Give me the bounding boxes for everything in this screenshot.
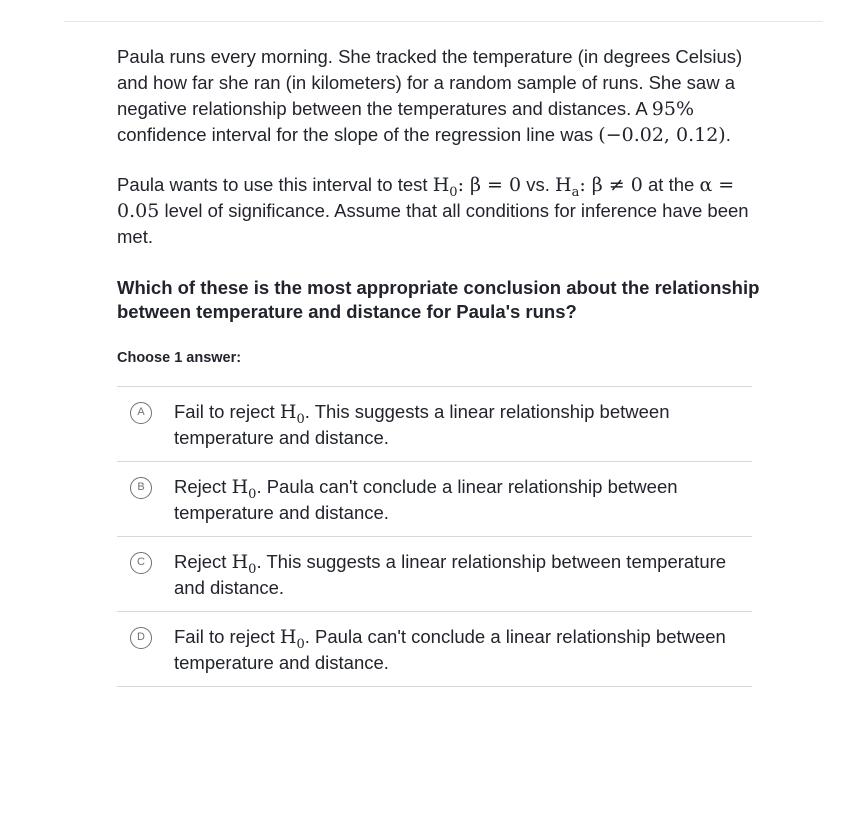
choice-c[interactable] xyxy=(117,537,752,612)
problem-paragraph-2 xyxy=(117,172,777,250)
choice-a-text: Fail to reject $H_0$. This suggests a linear relationship between temperature and distance. xyxy=(174,401,670,448)
choice-d[interactable] xyxy=(117,612,752,687)
exercise-content xyxy=(117,44,777,687)
p2-vs: vs. xyxy=(521,174,555,195)
choice-b-text: Reject $H_0$. Paula can't conclude a linear relationship between temperature and distance. xyxy=(174,476,678,523)
choice-b[interactable] xyxy=(117,462,752,537)
question-text: Which of these is the most appropriate conclusion about the relationship between temperature and distance for Paula's runs? xyxy=(117,277,760,322)
choice-letter-a: A xyxy=(130,402,152,424)
choice-letter-c: C xyxy=(130,552,152,574)
confidence-level: 95% xyxy=(651,98,695,120)
choice-letter-b: B xyxy=(130,477,152,499)
p2-text2: at the xyxy=(642,174,700,195)
choice-a[interactable] xyxy=(117,387,752,462)
answer-choices xyxy=(117,386,752,687)
p2-text3: level of significance. Assume that all conditions for inference have been met. xyxy=(117,200,749,247)
choice-d-text: Fail to reject $H_0$. Paula can't conclude a linear relationship between temperature and distance. xyxy=(174,626,726,673)
p2-text1: Paula wants to use this interval to test xyxy=(117,174,433,195)
p1-mid-text: confidence interval for the slope of the regression line was xyxy=(117,124,599,145)
confidence-interval: (−0.02, 0.12) xyxy=(598,124,726,146)
alternative-hypothesis: $H_a$: β ≠ 0 xyxy=(555,174,643,200)
significance-level: α = 0.05 xyxy=(117,174,735,222)
top-divider xyxy=(64,21,823,22)
choice-letter-d: D xyxy=(130,627,152,649)
choose-label: Choose 1 answer: xyxy=(117,350,242,366)
p1-text: Paula runs every morning. She tracked the temperature (in degrees Celsius) and how far she ran (in kilometers) for a random sample of runs. She saw a negative relationship between the temperatures and distances. A xyxy=(117,46,743,119)
null-hypothesis: $H_0$: β = 0 xyxy=(432,174,522,200)
choice-c-text: Reject $H_0$. This suggests a linear relationship between temperature and distance. xyxy=(174,551,727,598)
p1-end: . xyxy=(725,124,731,145)
problem-paragraph-1 xyxy=(117,44,777,148)
